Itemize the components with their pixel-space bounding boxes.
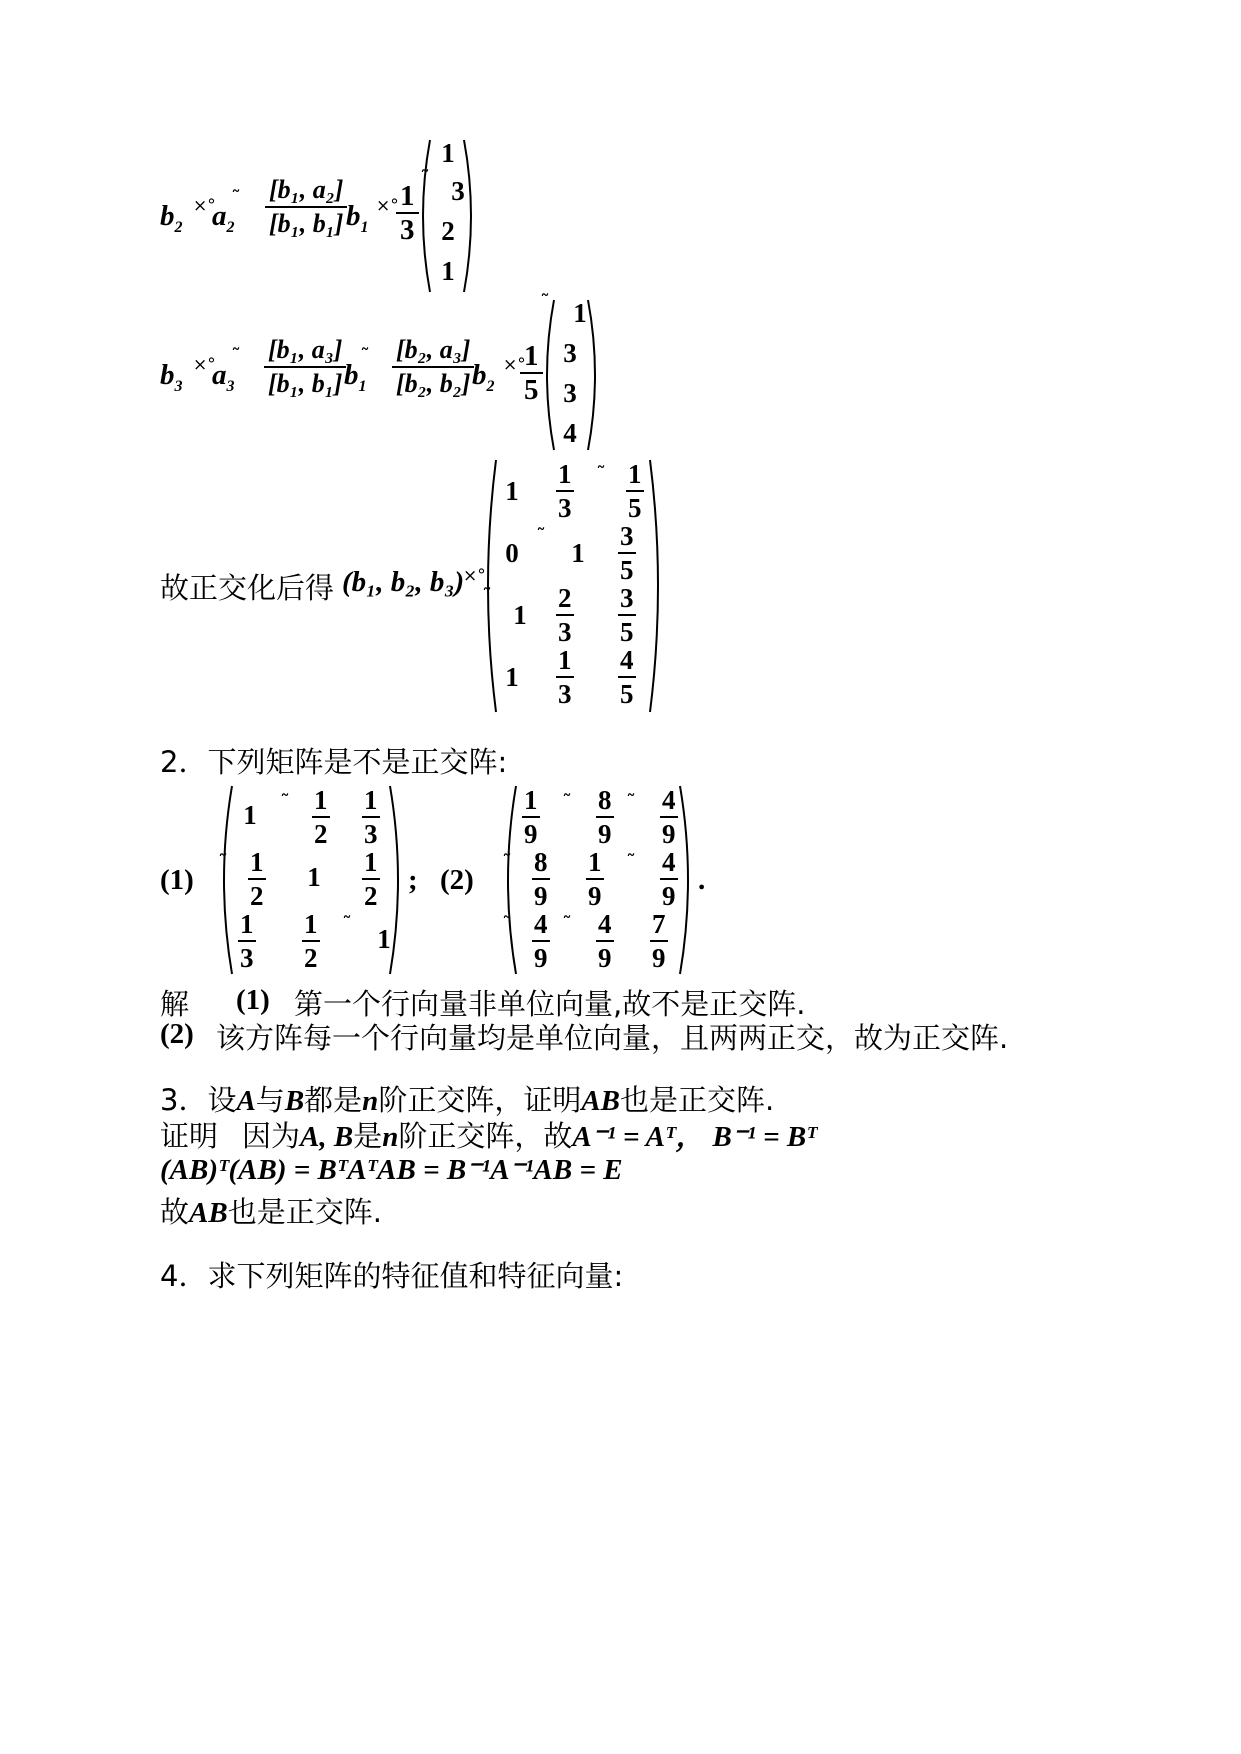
garbled-minus: ˜: [420, 166, 430, 190]
a2-symbol: $a_2$: [212, 200, 235, 236]
garbled-equals: ×°: [193, 355, 216, 375]
solution-2-text: 该方阵每一个行向量均是单位向量，且两两正交，故为正交阵.: [216, 1021, 1009, 1055]
matrix-entry: 1: [505, 662, 519, 692]
left-paren: [538, 298, 558, 452]
garbled-minus: ˜: [231, 344, 241, 368]
coefficient-fraction-2: $\frac{\text{[b₂, a₃]}}{\text{[b₂, b₂]}}$: [392, 334, 474, 400]
matrix-entry-fraction: 1 5: [628, 459, 642, 523]
garbled-minus: ˜: [562, 912, 572, 936]
garbled-minus: ˜: [482, 584, 492, 608]
garbled-equals: ×°: [503, 355, 526, 375]
problem-3-heading: 3．设A与B都是n阶正交阵，证明AB也是正交阵.: [160, 1083, 775, 1117]
proof-line-2: (AB)ᵀ(AB) = BᵀAᵀAB = B⁻¹A⁻¹AB = E: [160, 1154, 623, 1186]
matrix-entry: 0: [505, 538, 519, 568]
matrix-1-entry: 1: [377, 924, 391, 954]
vector-entry: 1: [441, 138, 455, 168]
right-paren: [460, 138, 480, 294]
separator: ;: [408, 864, 418, 896]
vector-entry: 3: [451, 176, 465, 206]
solution-label: 解: [160, 987, 190, 1021]
left-paren: [414, 138, 434, 294]
garbled-minus: ˜: [562, 790, 572, 814]
b2-symbol: $b_2$: [160, 200, 183, 236]
matrix-1-entry-fraction: 1 2: [304, 909, 318, 973]
garbled-minus: ˜: [626, 790, 636, 814]
vector-entry: 3: [563, 378, 577, 408]
problem-2-heading: 2．下列矩阵是不是正交阵:: [160, 745, 508, 779]
end-period: .: [698, 864, 706, 896]
garbled-minus: ˜: [218, 850, 228, 874]
garbled-equals: ×°: [463, 566, 486, 586]
matrix-1-entry-fraction: 1 3: [240, 909, 254, 973]
garbled-minus: ˜: [502, 912, 512, 936]
matrix-1-entry: 1: [307, 862, 321, 892]
matrix-2-entry-fraction: 4 9: [534, 909, 548, 973]
proof-line-1: 证明 因为A, B是n阶正交阵，故A⁻¹ = Aᵀ， B⁻¹ = Bᵀ: [160, 1119, 817, 1153]
matrix-entry-fraction: 4 5: [620, 645, 634, 709]
matrix-2-entry-fraction: 4 9: [662, 785, 676, 849]
matrix-2-entry-fraction: 4 9: [598, 909, 612, 973]
proof-label: 证明: [160, 1119, 219, 1153]
vector-entry: 3: [563, 338, 577, 368]
tuple-b1-b2-b3: (b₁, b₂, b₃): [342, 566, 465, 598]
matrix-entry-fraction: 2 3: [558, 583, 572, 647]
garbled-minus: ˜: [231, 186, 241, 210]
matrix-entry-fraction: 1 3: [558, 645, 572, 709]
matrix-2-entry-fraction: 8 9: [598, 785, 612, 849]
vector-entry: 4: [563, 418, 577, 448]
matrix-1-entry-fraction: 1 3: [364, 785, 378, 849]
right-paren: [584, 298, 604, 452]
matrix-1-entry-fraction: 1 2: [364, 847, 378, 911]
matrix-2-entry-fraction: 1 9: [524, 785, 538, 849]
problem-4-heading: 4．求下列矩阵的特征值和特征向量:: [160, 1259, 624, 1293]
matrix-2-entry-fraction: 7 9: [652, 909, 666, 973]
matrix-1-left-paren: [214, 784, 236, 976]
vector-entry: 2: [441, 216, 455, 246]
matrix-1-entry-fraction: 1 2: [250, 847, 264, 911]
matrix-2-entry-fraction: 8 9: [534, 847, 548, 911]
b2-symbol: $b_2$: [472, 359, 495, 395]
solution-1-text: 第一个行向量非单位向量,故不是正交阵.: [294, 987, 806, 1021]
matrix-2-label: (2): [440, 864, 474, 896]
garbled-equals: ×°: [193, 196, 216, 216]
garbled-equals: ×°: [376, 196, 399, 216]
a3-symbol: $a_3$: [212, 359, 235, 395]
matrix-entry: 1: [505, 476, 519, 506]
matrix-entry-fraction: 3 5: [620, 583, 634, 647]
right-paren: [646, 458, 668, 714]
garbled-minus: ˜: [360, 344, 370, 368]
matrix-1-entry-fraction: 1 2: [314, 785, 328, 849]
garbled-minus: ˜: [342, 912, 352, 936]
matrix-entry-fraction: 3 5: [620, 521, 634, 585]
coefficient-fraction-1: $\frac{\text{[b₁, a₃]}}{\text{[b₁, b₁]}}$: [264, 334, 346, 400]
b1-symbol: $b_1$: [346, 200, 369, 236]
scalar-fraction: $\frac{1}{3}$: [396, 180, 419, 246]
proof-conclusion: 故AB也是正交阵.: [160, 1195, 382, 1229]
coefficient-fraction: $\frac{\text{[b₁, a₂]}}{\text{[b₁, b₁]}}$: [265, 174, 347, 240]
matrix-2-entry-fraction: 4 9: [662, 847, 676, 911]
garbled-minus: ˜: [596, 462, 606, 486]
scalar-fraction: $\frac{1}{5}$: [520, 340, 543, 406]
vector-entry: 1: [441, 256, 455, 286]
matrix-2-right-paren: [676, 784, 698, 976]
solution-2-tag: (2): [160, 1018, 194, 1050]
b1-symbol: $b_1$: [344, 359, 367, 395]
solution-1-tag: (1): [236, 984, 270, 1016]
matrix-1-label: (1): [160, 864, 194, 896]
matrix-2-entry-fraction: 1 9: [588, 847, 602, 911]
garbled-minus: ˜: [502, 850, 512, 874]
vector-entry: 1: [573, 298, 587, 328]
matrix-entry-fraction: 1 3: [558, 459, 572, 523]
garbled-minus: ˜: [280, 790, 290, 814]
garbled-minus: ˜: [626, 850, 636, 874]
garbled-minus: ˜: [540, 290, 550, 314]
matrix-1-entry: 1: [243, 800, 257, 830]
matrix-entry: 1: [513, 600, 527, 630]
garbled-minus: ˜: [536, 524, 546, 548]
b3-symbol: $b_3$: [160, 359, 183, 395]
matrix-entry: 1: [571, 538, 585, 568]
result-label: 故正交化后得: [160, 571, 335, 605]
matrix-2-left-paren: [498, 784, 520, 976]
